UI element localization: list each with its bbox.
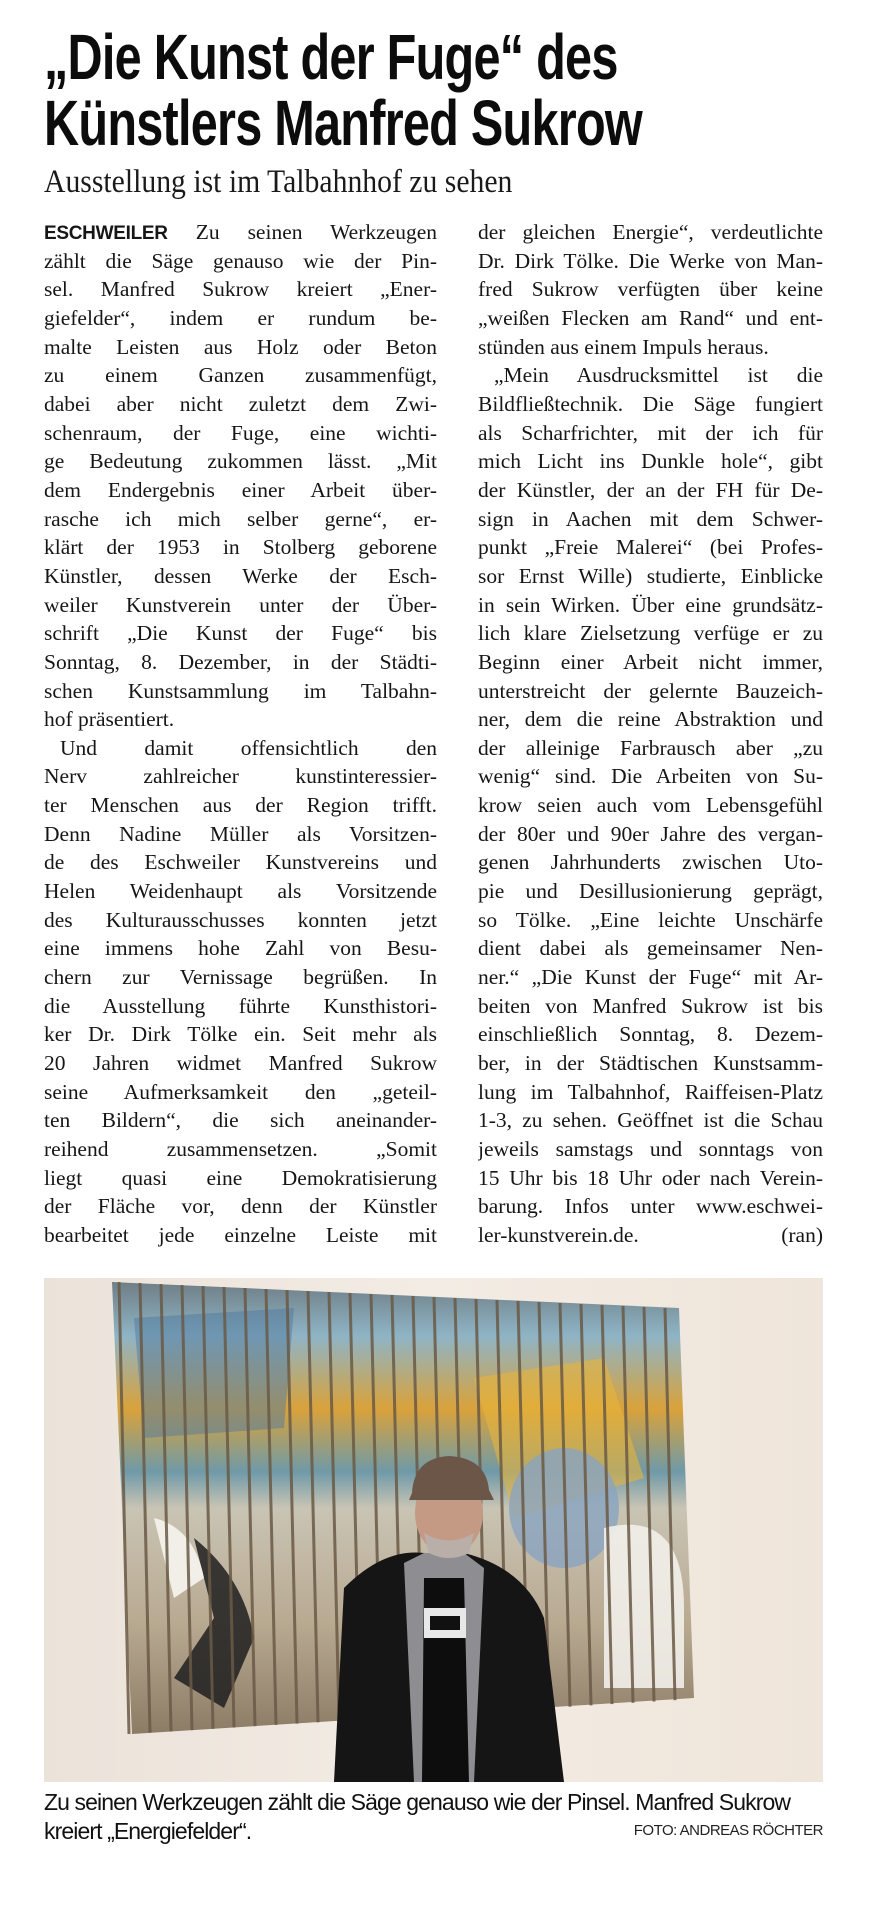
article-line-text: seine Aufmerksamkeit den „geteil- (44, 1079, 437, 1104)
article-line (478, 1106, 823, 1135)
article-line (44, 762, 437, 791)
article-line-text: hof präsentiert. (44, 707, 175, 732)
article-line-text: liegt quasi eine Demokratisierung (44, 1165, 437, 1190)
article-line-text: wenig“ sind. Die Arbeiten von Su- (478, 764, 823, 789)
article-line (44, 533, 437, 562)
article-line (44, 1049, 437, 1078)
article-line-text: punkt „Freie Malerei“ (bei Profes- (478, 535, 823, 560)
article-line-text: ber, in der Städtischen Kunstsamm- (478, 1051, 823, 1076)
article-line-text: des Kulturausschusses konnten jetzt (44, 907, 437, 932)
article-line-text: schenraum, der Fuge, eine wichti- (44, 420, 437, 445)
article-line-text: 1-3, zu sehen. Geöffnet ist die Schau (478, 1108, 823, 1133)
article-line (478, 934, 823, 963)
article-line (44, 361, 437, 390)
article-line-text: eine immens hohe Zahl von Besu- (44, 936, 437, 961)
article-line (478, 476, 823, 505)
article-line (478, 1020, 823, 1049)
article-line (478, 1135, 823, 1164)
article-line-text: stünden aus einem Impuls heraus. (478, 334, 769, 359)
article-line-text: zu einem Ganzen zusammenfügt, (44, 363, 437, 388)
article-line-text: reihend zusammensetzen. „Somit (44, 1137, 437, 1161)
subtitle: Ausstellung ist im Talbahnhof zu sehen (44, 164, 513, 200)
article-line (44, 505, 437, 534)
article-line (478, 906, 823, 935)
article-line-text: so Tölke. „Eine leichte Unschärfe (478, 907, 823, 932)
article-line-text: „Mein Ausdrucksmittel ist die (494, 363, 823, 388)
article-line-text: Zu seinen Werkzeugen (195, 220, 437, 244)
article-line-text: sign in Aachen mit dem Schwer- (478, 506, 823, 531)
article-line (478, 275, 823, 304)
article-line (478, 762, 823, 791)
article-line-text: genen Jahrhunderts zwischen Uto- (478, 850, 823, 875)
article-line (478, 848, 823, 877)
article-line-text: Denn Nadine Müller als Vorsitzen- (44, 821, 437, 846)
article-line (478, 791, 823, 820)
article-line (478, 992, 823, 1021)
article-line-text: ter Menschen aus der Region trifft. (44, 793, 437, 818)
article-line-text: Nerv zahlreicher kunstinteressier- (44, 764, 437, 789)
article-line (44, 906, 437, 935)
article-line (44, 734, 437, 763)
article-line (44, 619, 437, 648)
article-line-text: der Künstler, der an der FH für De- (478, 477, 823, 502)
headline (44, 21, 804, 159)
article-line-text: giefelder“, indem er rundum be- (44, 305, 437, 330)
article-line (478, 304, 823, 333)
article-line-text: der gleichen Energie“, verdeutlichte (478, 220, 823, 244)
article-line-text: als Scharfrichter, mit der ich für (478, 420, 823, 445)
article-line-text: dabei aber nicht zuletzt dem Zwi- (44, 391, 437, 416)
article-line (44, 218, 437, 247)
article-line-text: dient dabei als gemeinsamer Nen- (478, 936, 823, 961)
article-line-text: rasche ich mich selber gerne“, er- (44, 506, 437, 531)
article-line (44, 877, 437, 906)
article-photo (44, 1278, 823, 1782)
article-line-text: Bildfließtechnik. Die Säge fungiert (478, 391, 823, 416)
article-line (478, 533, 823, 562)
article-line-text: jeweils samstags und sonntags von (478, 1137, 823, 1161)
article-line-text: ge Bedeutung zukommen lässt. „Mit (44, 449, 437, 474)
article-line (44, 304, 437, 333)
article-line-text: sel. Manfred Sukrow kreiert „Ener- (44, 277, 437, 302)
article-line-text: lich klare Zielsetzung verfüge er zu (478, 621, 823, 646)
article-line (478, 877, 823, 906)
article-line (478, 447, 823, 476)
article-line-text: beiten von Manfred Sukrow ist bis (478, 993, 823, 1018)
article-line (44, 848, 437, 877)
article-line (478, 505, 823, 534)
article-line (478, 562, 823, 591)
article-line-text: schrift „Die Kunst der Fuge“ bis (44, 621, 437, 646)
article-line (478, 619, 823, 648)
article-line-text: sor Ernst Wille) studierte, Einblicke (478, 563, 823, 588)
article-line (44, 390, 437, 419)
article-column-left (44, 218, 437, 1250)
article-line-text: 20 Jahren widmet Manfred Sukrow (44, 1051, 437, 1076)
article-line (478, 1164, 823, 1193)
article-line-text: Und damit offensichtlich den (60, 735, 437, 760)
article-line-text: 15 Uhr bis 18 Uhr oder nach Verein- (478, 1165, 823, 1190)
author-tag: (ran) (781, 1222, 823, 1247)
photo-caption: Zu seinen Werkzeugen zählt die Säge genauso wie der Pinsel. Manfred Sukrow kreiert „Energiefelder“. (44, 1789, 791, 1844)
article-line (478, 1221, 823, 1250)
article-line (478, 1049, 823, 1078)
article-line (44, 791, 437, 820)
article-line-text: Sonntag, 8. Dezember, in der Städti- (44, 649, 437, 674)
article-line-text: der 80er und 90er Jahre des vergan- (478, 821, 823, 846)
article-line-text: „weißen Flecken am Rand“ und ent- (478, 305, 823, 330)
article-line (478, 419, 823, 448)
article-line-text: zählt die Säge genauso wie der Pin- (44, 248, 437, 273)
article-line (478, 333, 823, 362)
article-line (44, 934, 437, 963)
article-line-text: Helen Weidenhaupt als Vorsitzende (44, 879, 437, 904)
article-line (478, 1078, 823, 1107)
dateline: ESCHWEILER (44, 223, 168, 244)
article-line-text: Künstler, dessen Werke der Esch- (44, 563, 437, 588)
headline-line-1: „Die Kunst der Fuge“ des (44, 21, 618, 93)
article-line-text: klärt der 1953 in Stolberg geborene (44, 535, 437, 560)
article-line (44, 447, 437, 476)
article-line-text: mich Licht ins Dunkle hole“, gibt (478, 449, 823, 474)
article-line-text: ker Dr. Dirk Tölke ein. Seit mehr als (44, 1022, 437, 1047)
article-line (44, 275, 437, 304)
article-line (478, 734, 823, 763)
article-line-text: der Fläche vor, denn der Künstler (44, 1194, 437, 1219)
article-line-text: fred Sukrow verfügten über keine (478, 277, 823, 302)
article-line (478, 1192, 823, 1221)
article-line (44, 648, 437, 677)
article-line (478, 648, 823, 677)
article-line (44, 1221, 437, 1250)
article-line-text: barung. Infos unter www.eschwei- (478, 1194, 823, 1219)
article-line (478, 361, 823, 390)
article-line (44, 591, 437, 620)
article-line-text: chern zur Vernissage begrüßen. In (44, 965, 437, 990)
article-line-text: pie und Desillusionierung geprägt, (478, 879, 823, 904)
article-line-text: ner.“ „Die Kunst der Fuge“ mit Ar- (478, 965, 823, 990)
article-line-text: krow seien auch vom Lebensgefühl (478, 793, 823, 818)
article-line (478, 820, 823, 849)
article-line-text: Beginn einer Arbeit nicht immer, (478, 649, 823, 674)
article-line-text: ner, dem die reine Abstraktion und (478, 707, 823, 732)
article-line (44, 333, 437, 362)
headline-line-2: Künstlers Manfred Sukrow (44, 87, 642, 159)
article-line-text: ten Bildern“, die sich aneinander- (44, 1108, 437, 1133)
article-column-right (478, 218, 823, 1250)
article-line-text: der alleinige Farbrausch aber „zu (478, 735, 823, 760)
article-line (44, 419, 437, 448)
article-line (478, 677, 823, 706)
article-line (44, 562, 437, 591)
article-line (44, 705, 437, 734)
article-line (44, 677, 437, 706)
article-line (44, 992, 437, 1021)
article-line (44, 820, 437, 849)
article-line (44, 247, 437, 276)
article-line-text: die Ausstellung führte Kunsthistori- (44, 993, 437, 1018)
article-line (478, 591, 823, 620)
article-line-text: Dr. Dirk Tölke. Die Werke von Man- (478, 248, 823, 273)
article-line-text: in sein Wirken. Über eine grundsätz- (478, 592, 823, 617)
article-line-text: bearbeitet jede einzelne Leiste mit (44, 1222, 437, 1247)
article-line-text: de des Eschweiler Kunstvereins und (44, 850, 437, 875)
article-line (44, 1164, 437, 1193)
article-line-text: ler-kunstverein.de. (478, 1222, 639, 1247)
photo-illustration (44, 1278, 823, 1782)
article-line-text: weiler Kunstverein unter der Über- (44, 592, 437, 617)
article-line-text: schen Kunstsammlung im Talbahn- (44, 678, 437, 703)
article-line (478, 390, 823, 419)
article-line (478, 963, 823, 992)
article-line (478, 705, 823, 734)
article-line-text: unterstreicht der gelernte Bauzeich- (478, 678, 823, 703)
article-line-text: lung im Talbahnhof, Raiffeisen-Platz (478, 1079, 823, 1104)
article-line (44, 1020, 437, 1049)
article-line (478, 218, 823, 247)
photo-credit: FOTO: ANDREAS RÖCHTER (633, 1822, 823, 1839)
article-line-text: dem Endergebnis einer Arbeit über- (44, 477, 437, 502)
article-line (44, 963, 437, 992)
article-line (44, 1135, 437, 1164)
article-line-text: malte Leisten aus Holz oder Beton (44, 334, 437, 359)
article-line (44, 1106, 437, 1135)
article-line (478, 247, 823, 276)
article-line (44, 476, 437, 505)
article-line (44, 1192, 437, 1221)
article-line (44, 1078, 437, 1107)
article-line-text: einschließlich Sonntag, 8. Dezem- (478, 1022, 823, 1047)
